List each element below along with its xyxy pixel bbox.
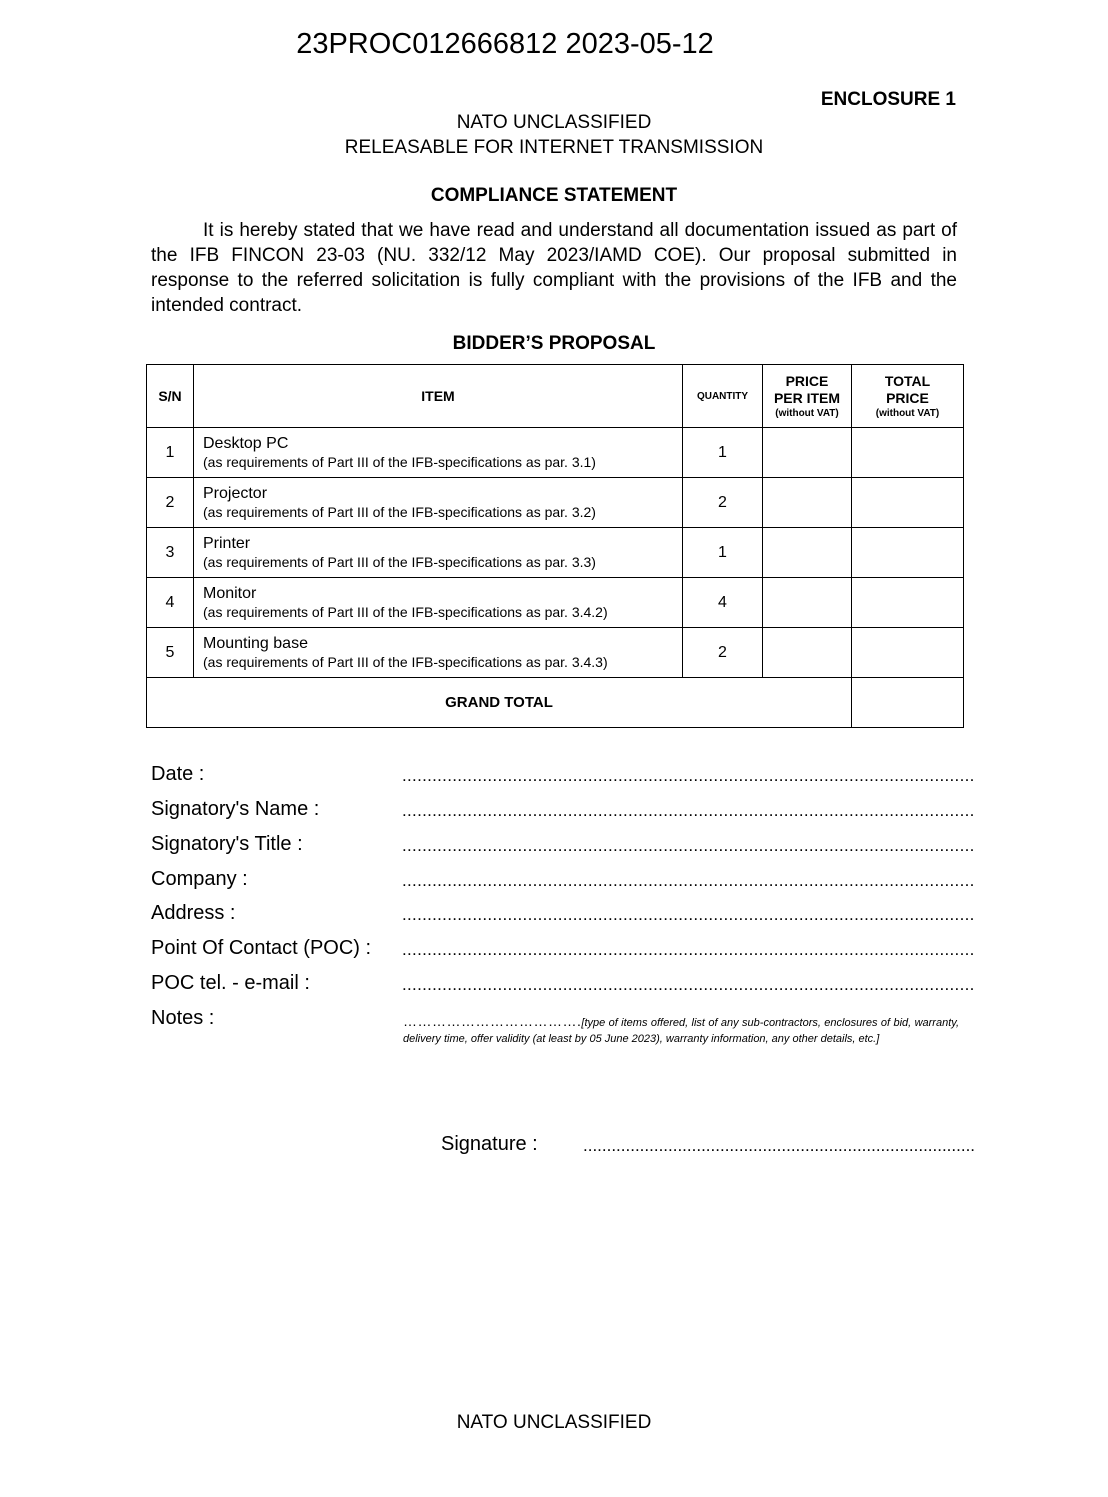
table-row bbox=[147, 628, 964, 678]
bidders-proposal-title: BIDDER’S PROPOSAL bbox=[452, 333, 656, 354]
row-price-per-item-cell[interactable] bbox=[763, 628, 852, 678]
table-header-row bbox=[147, 365, 964, 428]
notes-field[interactable] bbox=[403, 1013, 959, 1047]
col-header-total-price bbox=[852, 365, 964, 428]
release-marking: RELEASABLE FOR INTERNET TRANSMISSION bbox=[344, 137, 764, 158]
col-header-price-per-item bbox=[763, 365, 852, 428]
signatory-title-field[interactable]: .................................................................................................................. bbox=[402, 836, 975, 855]
col-header-price-note: (without VAT) bbox=[775, 407, 839, 419]
row-sn: 1 bbox=[147, 428, 194, 478]
row-item bbox=[194, 528, 683, 578]
signatory-name-field[interactable]: .................................................................................................................. bbox=[402, 801, 975, 820]
row-item bbox=[194, 578, 683, 628]
item-description: (as requirements of Part III of the IFB-specifications as par. 3.3) bbox=[203, 553, 596, 570]
row-quantity: 2 bbox=[683, 478, 763, 528]
row-item bbox=[194, 478, 683, 528]
date-label: Date : bbox=[151, 763, 205, 785]
notes-hint: [type of items offered, list of any sub-contractors, enclosures of bid, warranty, delivery time, offer validity (at least by 05 June 2023), warranty information, any other details, etc.] bbox=[403, 1017, 959, 1045]
address-field[interactable]: .................................................................................................................. bbox=[402, 905, 975, 924]
poc-contact-field[interactable]: .................................................................................................................. bbox=[402, 975, 975, 994]
notes-label: Notes : bbox=[151, 1007, 215, 1029]
col-header-item: ITEM bbox=[194, 365, 683, 428]
row-quantity: 4 bbox=[683, 578, 763, 628]
item-name: Printer bbox=[203, 534, 251, 552]
grand-total-row bbox=[147, 678, 964, 728]
notes-dots: ………………………………. bbox=[403, 1013, 582, 1029]
poc-contact-label: POC tel. - e-mail : bbox=[151, 972, 310, 994]
row-sn: 3 bbox=[147, 528, 194, 578]
col-header-total-note: (without VAT) bbox=[875, 407, 940, 419]
col-header-price-line1: PRICE bbox=[785, 372, 829, 389]
company-label: Company : bbox=[151, 868, 248, 890]
col-header-price-line2: PER ITEM bbox=[773, 389, 841, 406]
signatory-title-label: Signatory's Title : bbox=[151, 833, 303, 855]
grand-total-label: GRAND TOTAL bbox=[147, 678, 852, 728]
row-price-per-item-cell[interactable] bbox=[763, 578, 852, 628]
signatory-name-label: Signatory's Name : bbox=[151, 798, 320, 820]
poc-label: Point Of Contact (POC) : bbox=[151, 937, 372, 959]
company-field[interactable]: .................................................................................................................. bbox=[402, 871, 975, 890]
item-description: (as requirements of Part III of the IFB-specifications as par. 3.2) bbox=[203, 503, 596, 520]
row-quantity: 1 bbox=[683, 528, 763, 578]
row-sn: 2 bbox=[147, 478, 194, 528]
table-row bbox=[147, 428, 964, 478]
document-id: 23PROC012666812 2023-05-12 bbox=[296, 28, 714, 60]
row-total-price-cell[interactable] bbox=[852, 478, 964, 528]
item-description: (as requirements of Part III of the IFB-specifications as par. 3.4.3) bbox=[203, 653, 608, 670]
row-total-price-cell[interactable] bbox=[852, 628, 964, 678]
table-row bbox=[147, 528, 964, 578]
row-quantity: 2 bbox=[683, 628, 763, 678]
item-name: Monitor bbox=[203, 584, 257, 602]
row-quantity: 1 bbox=[683, 428, 763, 478]
col-header-sn: S/N bbox=[147, 365, 194, 428]
row-total-price-cell[interactable] bbox=[852, 578, 964, 628]
row-price-per-item-cell[interactable] bbox=[763, 478, 852, 528]
enclosure-label: ENCLOSURE 1 bbox=[820, 89, 956, 110]
table-row bbox=[147, 478, 964, 528]
item-description: (as requirements of Part III of the IFB-specifications as par. 3.4.2) bbox=[203, 603, 608, 620]
classification-header: NATO UNCLASSIFIED bbox=[456, 112, 652, 133]
date-field[interactable]: .................................................................................................................. bbox=[402, 766, 975, 785]
address-label: Address : bbox=[151, 902, 236, 924]
row-total-price-cell[interactable] bbox=[852, 428, 964, 478]
signature-field[interactable]: ................................................................................... bbox=[583, 1136, 976, 1155]
signature-label: Signature : bbox=[441, 1133, 538, 1155]
row-sn: 5 bbox=[147, 628, 194, 678]
poc-field[interactable]: .................................................................................................................. bbox=[402, 940, 975, 959]
item-name: Desktop PC bbox=[203, 434, 289, 452]
row-item bbox=[194, 428, 683, 478]
row-item bbox=[194, 628, 683, 678]
bidders-proposal-table bbox=[146, 364, 964, 728]
row-sn: 4 bbox=[147, 578, 194, 628]
item-name: Mounting base bbox=[203, 634, 308, 652]
compliance-statement-title: COMPLIANCE STATEMENT bbox=[430, 185, 678, 206]
row-price-per-item-cell[interactable] bbox=[763, 428, 852, 478]
compliance-statement-text: It is hereby stated that we have read and understand all documentation issued as part of the IFB FINCON 23-03 (NU. 332/12 May 2023/IAMD COE). Our proposal submitted in response to the referred solicitation is fully compliant with the provisions of the IFB and the intended contract. bbox=[151, 220, 957, 316]
col-header-total-line1: TOTAL bbox=[884, 372, 931, 389]
grand-total-value-cell[interactable] bbox=[852, 678, 964, 728]
col-header-quantity: QUANTITY bbox=[683, 365, 763, 428]
row-total-price-cell[interactable] bbox=[852, 528, 964, 578]
row-price-per-item-cell[interactable] bbox=[763, 528, 852, 578]
item-description: (as requirements of Part III of the IFB-specifications as par. 3.1) bbox=[203, 453, 596, 470]
item-name: Projector bbox=[203, 484, 268, 502]
table-row bbox=[147, 578, 964, 628]
col-header-total-line2: PRICE bbox=[886, 389, 929, 406]
classification-footer: NATO UNCLASSIFIED bbox=[456, 1412, 652, 1433]
